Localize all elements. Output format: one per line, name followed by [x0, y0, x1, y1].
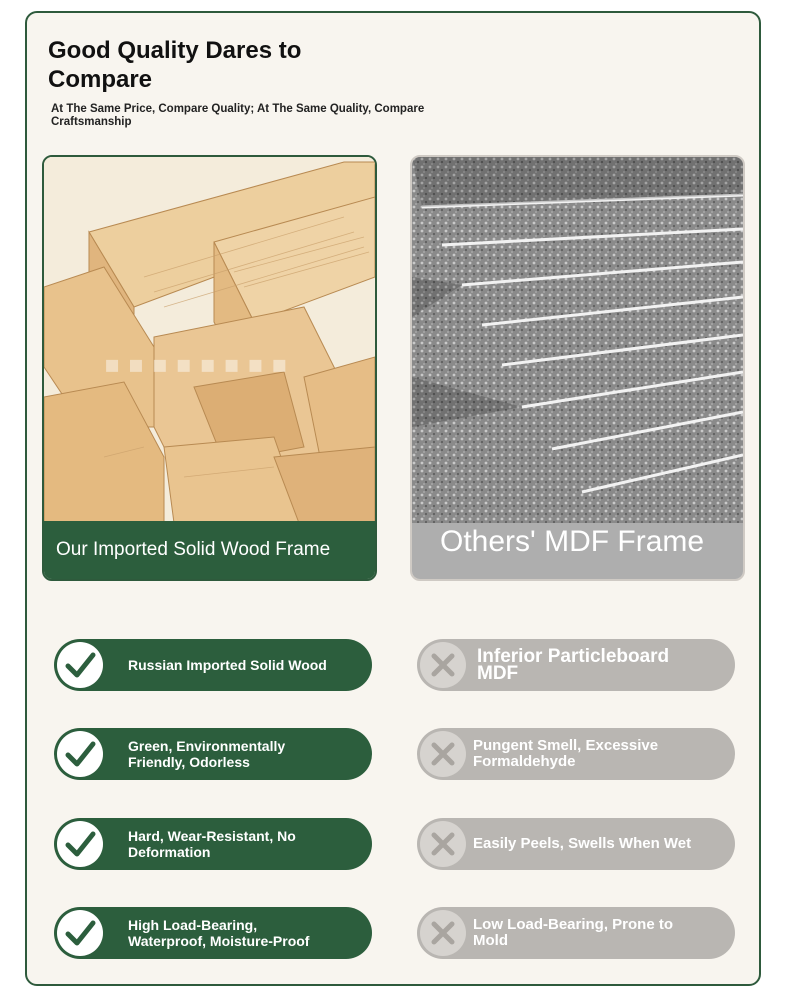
page-subtitle: At The Same Price, Compare Quality; At The Same Quality, Compare Craftsmanship: [51, 103, 425, 128]
bad-feature-pill: [417, 818, 735, 870]
svg-text:▪ ▪ ▪ ▪ ▪ ▪ ▪ ▪: ▪ ▪ ▪ ▪ ▪ ▪ ▪ ▪: [104, 350, 288, 378]
cross-icon: [420, 821, 466, 867]
good-feature-label: High Load-Bearing, Waterproof, Moisture-Proof: [128, 917, 310, 949]
solid-wood-caption: Our Imported Solid Wood Frame: [44, 521, 375, 579]
particleboard-image: [412, 157, 743, 525]
bad-feature-label: Pungent Smell, Excessive Formaldehyde: [473, 737, 659, 770]
good-feature-label: Green, Environmentally Friendly, Odorless: [128, 738, 286, 770]
good-feature-pill: [54, 639, 372, 691]
good-feature-pill: [54, 818, 372, 870]
solid-wood-image: [44, 157, 375, 523]
bad-feature-label: Inferior Particleboard MDF: [477, 646, 670, 684]
good-feature-label: Russian Imported Solid Wood: [128, 657, 327, 673]
page-title: Good Quality Dares to Compare: [48, 37, 302, 93]
check-icon: [57, 642, 103, 688]
mdf-caption: Others' MDF Frame: [412, 523, 743, 579]
cross-icon: [420, 731, 466, 777]
bad-feature-pill: [417, 728, 735, 780]
bad-feature-pill: [417, 639, 735, 691]
cross-icon: [420, 642, 466, 688]
good-feature-pill: [54, 728, 372, 780]
good-feature-pill: [54, 907, 372, 959]
bad-feature-label: Easily Peels, Swells When Wet: [473, 835, 692, 852]
mdf-panel: [410, 155, 745, 581]
cross-icon: [420, 910, 466, 956]
bad-feature-pill: [417, 907, 735, 959]
solid-wood-panel: [42, 155, 377, 581]
good-feature-label: Hard, Wear-Resistant, No Deformation: [128, 828, 296, 860]
bad-feature-label: Low Load-Bearing, Prone to Mold: [473, 916, 674, 949]
check-icon: [57, 731, 103, 777]
check-icon: [57, 821, 103, 867]
check-icon: [57, 910, 103, 956]
